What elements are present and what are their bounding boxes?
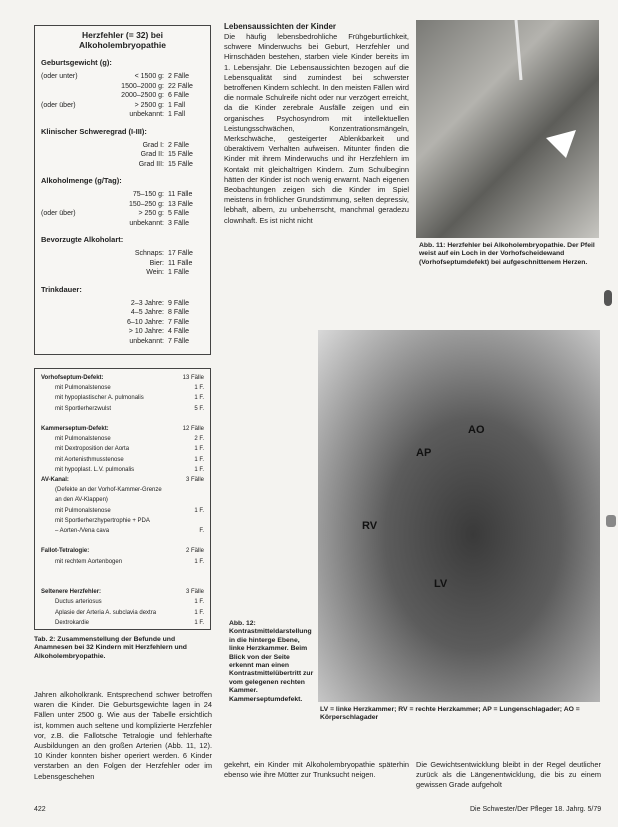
xray-legend: LV = linke Herzkammer; RV = rechte Herzkammer; AP = Lungenschlagader; AO = Körperschlagader — [320, 706, 580, 722]
row-count: 15 Fälle — [168, 151, 193, 158]
row-label: mit Sportlerherzhypertrophie + PDA — [55, 517, 150, 524]
row-label: mit Aortenisthmusstenose — [55, 456, 124, 463]
row-value: 1 F. — [194, 446, 204, 453]
table-1-section-heading: Geburtsgewicht (g): — [41, 58, 112, 67]
table-2-row — [41, 455, 204, 465]
row-label: mit Dextroposition der Aorta — [55, 446, 130, 453]
bottom-right-text: Die Gewichtsentwicklung bleibt in der Regel deutlicher zurück als die Längenentwicklung, die bis zu einem gewissen Grade aufgeholt — [416, 760, 601, 790]
row-count: 9 Fälle — [168, 299, 190, 307]
row-value: 3 Fälle — [185, 589, 204, 596]
row-label: mit Pulmonalstenose — [55, 436, 111, 443]
table-2-row — [41, 393, 204, 403]
bottom-middle-text: gekehrt, ein Kinder mit Alkoholembryopathie späterhin ebenso wie ihre Mütter zur Trunksucht neigen. — [224, 760, 409, 780]
row-value: 5 F. — [194, 405, 204, 412]
row-value: 1 F. — [194, 385, 204, 392]
row-label: Vorhofseptum-Defekt: — [41, 375, 104, 381]
row-label: (oder über) — [41, 210, 76, 217]
binding-mark-bottom — [606, 515, 616, 527]
row-count: 6 Fälle — [168, 92, 190, 99]
row-label: an den AV-Klappen) — [55, 497, 108, 504]
bottom-left-text: Jahren alkoholkrank. Entsprechend schwer betroffen waren die Kinder. Die Geburtsgewichte lagen in 24 Fällen unter 2500 g. Wie aus der Tabelle ersichtlich ist, kommen auch seltene und komplizierte Herzfehler vor, z.B. die Fallotsche Tetralogie und fehlerhafte Ausbildungen an den großen Arterien (Abb. 11, 12). 10 Kinder konnten bisher operiert werden. 6 Kinder verstarben an den Folgen der Herzfehler oder im Lebensgeschehen — [34, 690, 212, 781]
row-label: mit hypoplastischer A. pulmonalis — [55, 395, 144, 402]
row-value: F. — [199, 528, 204, 534]
table-2-row — [41, 526, 204, 536]
row-range: unbekannt: — [129, 219, 164, 227]
row-range: unbekannt: — [129, 337, 164, 345]
row-value: 1 F. — [194, 599, 204, 606]
row-value: 13 Fälle — [182, 375, 204, 381]
page-number: 422 — [34, 806, 46, 813]
column-2-text: Die häufig lebensbedrohliche Frühgeburtlichkeit, schwere Minderwuchs bei Geburt, Herzfehler und Hirnschäden bestehen, starben viele Kinder bereits im 1. Lebensjahr. Die Lebensaussichten bezogen auf die Lebensqualität sind zumindest bei schwerster betroffenen Kindern schlecht. In den meisten Fällen wird die normale Schulreife nicht oder nur verzögert erreicht, da die Kinder zerebrale Ausfälle zeigen und ein organisches Psychosyndrom mit intellektuellen Leistungsschwächen, Konzentrationsmängeln, Merkschwäche, gesteigerter Ablenkbarkeit und überaktivem Verhalten aufweisen. Mitunter finden die Kinder mit ihrem Minderwuchs und ihr Herzfehlern im Kontakt mit gleichaltrigen Kindern. Zum Schulbeginn hätten der Kinder ist noch wenig erwarnt. Nach eigenen Beobachtungen zeigen sich die Kinder im Spiel meistens in fröhlicher Grundstimmung, selten depressiv, lebhaft, albern, zu unbeherrscht, manchmal geradezu clownhaft. Es ist nicht nicht — [224, 32, 409, 225]
row-label: Ductus arteriosus — [55, 599, 102, 606]
table-2-row — [41, 404, 204, 414]
journal-footer: Die Schwester/Der Pfleger 18. Jahrg. 5/79 — [470, 806, 602, 813]
arrow-icon — [416, 20, 599, 238]
row-range: unbekannt: — [129, 111, 164, 118]
table-1-section-heading: Klinischer Schweregrad (I-III): — [41, 126, 147, 136]
table-1-row — [41, 267, 204, 278]
figure-12-caption: Abb. 12: Kontrastmitteldarstellung in die hinterge Ebene, linke Herzkammer. Beim Blick von der Seite erkennt man einen Kontrastmittelübertritt zur vom gelegenen rechten Kammer. Kammerseptumdefekt. — [229, 620, 314, 703]
table-2-row — [41, 424, 204, 434]
row-range: 1500–2000 g: — [121, 82, 164, 90]
row-label: Kammerseptum-Defekt: — [41, 426, 109, 432]
row-label: Fallot-Tetralogie: — [41, 548, 90, 555]
row-count: 8 Fälle — [168, 309, 190, 316]
row-label: Dextrokardie — [55, 619, 90, 626]
xray-label-ao: AO — [468, 424, 485, 436]
table-2-row — [41, 618, 204, 628]
column-2-heading: Lebensaussichten der Kinder — [224, 22, 337, 31]
row-range: < 1500 g: — [134, 73, 164, 80]
row-value: 2 Fälle — [185, 548, 204, 555]
row-range: Schnaps: — [134, 250, 164, 257]
table-1-section-heading: Alkoholmenge (g/Tag): — [41, 176, 122, 185]
table-2-row — [41, 516, 204, 526]
row-count: 15 Fälle — [168, 160, 193, 168]
row-count: 3 Fälle — [168, 219, 190, 227]
table-1-title: Herzfehler (= 32) bei Alkoholembryopathie — [79, 30, 166, 50]
row-value: 1 F. — [194, 456, 204, 463]
xray-label-ap: AP — [416, 447, 432, 459]
row-label: Seltenere Herzfehler: — [41, 589, 102, 596]
table-2-row — [41, 373, 204, 383]
table-2-row — [41, 506, 204, 516]
table-2-row — [41, 597, 204, 607]
row-count: 7 Fälle — [168, 318, 190, 326]
row-value: 1 F. — [194, 619, 204, 626]
row-count: 2 Fälle — [168, 73, 190, 80]
row-label: (oder unter) — [41, 73, 78, 80]
row-value: 1 F. — [194, 507, 204, 514]
row-range: Grad I: — [142, 141, 164, 149]
row-value: 1 F. — [194, 395, 204, 402]
row-count: 4 Fälle — [168, 328, 190, 335]
row-count: 11 Fälle — [168, 191, 193, 198]
table-1-section-heading: Trinkdauer: — [41, 284, 82, 294]
table-1-row — [41, 218, 204, 229]
table-2-row — [41, 495, 204, 505]
row-range: > 10 Jahre: — [128, 328, 164, 335]
table-2-row — [41, 536, 204, 546]
table-2-row — [41, 546, 204, 556]
table-2-row — [41, 434, 204, 444]
row-range: Bier: — [149, 259, 164, 267]
row-range: 75–150 g: — [132, 191, 164, 198]
row-label: mit Sportlerherzwulst — [55, 405, 112, 412]
table-2-row — [41, 475, 204, 485]
xray-label-rv: RV — [362, 520, 378, 532]
row-range: 6–10 Jahre: — [127, 318, 164, 326]
table-2-row — [41, 465, 204, 475]
row-label: – Aorten-/Vena cava — [55, 528, 110, 534]
row-range: Wein: — [146, 269, 164, 276]
table-2-row — [41, 567, 204, 577]
binding-mark-top — [604, 290, 612, 306]
table-2-row — [41, 414, 204, 424]
row-value: 1 F. — [194, 609, 204, 616]
row-range: > 250 g: — [138, 210, 164, 217]
row-value: 2 F. — [194, 436, 204, 443]
row-count: 2 Fälle — [168, 141, 190, 149]
table-2-row — [41, 383, 204, 393]
row-count: 1 Fall — [168, 111, 186, 118]
row-count: 7 Fälle — [168, 337, 190, 345]
table-2-row — [41, 587, 204, 597]
row-range: 2–3 Jahre: — [130, 299, 164, 307]
table-1-box — [34, 25, 211, 355]
row-count: 13 Fälle — [168, 200, 193, 208]
row-label: mit rechtem Aortenbogen — [55, 558, 123, 565]
row-label: (Defekte an der Vorhof-Kammer-Grenze — [55, 487, 162, 494]
table-2-row — [41, 608, 204, 618]
row-range: 4–5 Jahre: — [130, 309, 164, 316]
row-range: 2000–2500 g: — [121, 92, 164, 99]
row-label: mit hypoplast. L.V. pulmonalis — [55, 466, 135, 473]
row-count: 5 Fälle — [168, 210, 190, 217]
table-1-row — [41, 159, 204, 170]
row-label: AV-Kanal: — [41, 477, 69, 483]
table-2-caption: Tab. 2: Zusammenstellung der Befunde und Anamnesen bei 32 Kindern mit Herzfehlern und Alkoholembryopathie. — [34, 636, 187, 660]
row-range: > 2500 g: — [134, 101, 164, 109]
row-label: mit Pulmonalstenose — [55, 507, 111, 514]
table-2-box — [34, 368, 211, 630]
row-count: 22 Fälle — [168, 82, 193, 90]
row-value: 1 F. — [194, 466, 204, 473]
figure-11-photo — [416, 20, 599, 238]
row-range: Grad II: — [140, 151, 164, 158]
table-2-row — [41, 557, 204, 567]
row-value: 1 F. — [194, 558, 204, 565]
table-2-row — [41, 485, 204, 495]
row-count: 1 Fall — [168, 101, 186, 109]
figure-11-caption: Abb. 11: Herzfehler bei Alkoholembryopathie. Der Pfeil weist auf ein Loch in der Vorhofscheidewand (Vorhofseptumdefekt) bei aufgeschnittenem Herzen. — [419, 242, 595, 266]
xray-label-lv: LV — [434, 578, 448, 590]
row-count: 1 Fälle — [168, 269, 190, 276]
row-value: 3 Fälle — [185, 477, 204, 483]
row-value: 12 Fälle — [182, 426, 204, 432]
table-2-row — [41, 444, 204, 454]
table-1-row — [41, 109, 204, 120]
row-label: Aplasie der Arteria A. subclavia dextra — [55, 609, 157, 616]
row-label: mit Pulmonalstenose — [55, 385, 111, 392]
row-count: 17 Fälle — [168, 250, 193, 257]
figure-12-xray — [318, 330, 600, 702]
table-2-row — [41, 577, 204, 587]
row-range: Grad III: — [138, 160, 164, 168]
table-1-section-heading: Bevorzugte Alkoholart: — [41, 235, 124, 244]
row-range: 150–250 g: — [128, 200, 164, 208]
table-1-row — [41, 336, 204, 347]
row-count: 11 Fälle — [168, 259, 193, 267]
row-label: (oder über) — [41, 101, 76, 109]
